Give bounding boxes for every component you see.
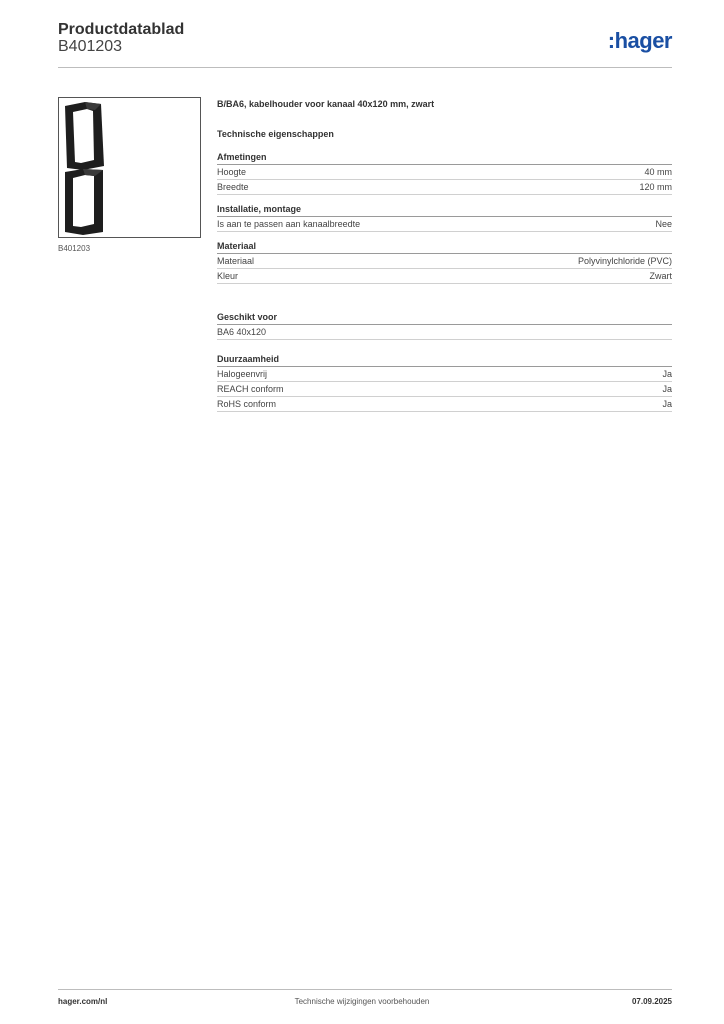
section-heading: Geschikt voor <box>217 312 672 325</box>
cable-holder-image <box>59 98 200 237</box>
spec-value: 120 mm <box>639 182 672 192</box>
image-caption: B401203 <box>58 244 91 253</box>
section-installation <box>217 204 672 232</box>
product-title: B/BA6, kabelhouder voor kanaal 40x120 mm, zwart <box>217 99 435 109</box>
spec-row <box>217 217 672 232</box>
spec-row <box>217 382 672 397</box>
section-spacer <box>217 284 672 303</box>
section-material <box>217 241 672 284</box>
hager-logo: :hager <box>607 28 672 53</box>
product-code: B401203 <box>58 38 123 55</box>
spec-label: REACH conform <box>217 384 284 394</box>
spec-row <box>217 254 672 269</box>
spec-row <box>217 325 672 340</box>
footer-notice: Technische wijzigingen voorbehouden <box>294 997 430 1006</box>
spec-value: Ja <box>662 369 672 379</box>
page-title: Productdatablad <box>58 21 185 38</box>
spec-row <box>217 269 672 284</box>
spec-value: Ja <box>662 384 672 394</box>
section-heading: Materiaal <box>217 241 672 254</box>
technical-properties-title: Technische eigenschappen <box>217 129 334 139</box>
spec-label: Is aan te passen aan kanaalbreedte <box>217 219 361 229</box>
section-heading: Afmetingen <box>217 152 672 165</box>
spec-label: RoHS conform <box>217 399 277 409</box>
spec-label: BA6 40x120 <box>217 327 267 337</box>
section-dimensions <box>217 152 672 195</box>
spec-row <box>217 165 672 180</box>
spec-row <box>217 180 672 195</box>
spec-label: Halogeenvrij <box>217 369 268 379</box>
spec-label: Hoogte <box>217 167 247 177</box>
footer-divider <box>58 989 672 990</box>
section-heading: Duurzaamheid <box>217 354 672 367</box>
footer-date: 07.09.2025 <box>631 997 672 1006</box>
section-heading: Installatie, montage <box>217 204 672 217</box>
spec-row <box>217 367 672 382</box>
product-image <box>58 97 201 238</box>
spec-label: Breedte <box>217 182 249 192</box>
footer-website-link[interactable]: hager.com/nl <box>58 997 108 1006</box>
section-sustainability <box>217 354 672 412</box>
specification-content <box>217 98 672 412</box>
spec-value: 40 mm <box>644 167 672 177</box>
spec-value: Zwart <box>649 271 672 281</box>
section-suitable-for <box>217 312 672 340</box>
header-divider <box>58 67 672 68</box>
spec-label: Materiaal <box>217 256 255 266</box>
spec-label: Kleur <box>217 271 239 281</box>
spec-row <box>217 397 672 412</box>
spec-value: Polyvinylchloride (PVC) <box>577 256 672 266</box>
spec-value: Nee <box>655 219 672 229</box>
spec-value: Ja <box>662 399 672 409</box>
